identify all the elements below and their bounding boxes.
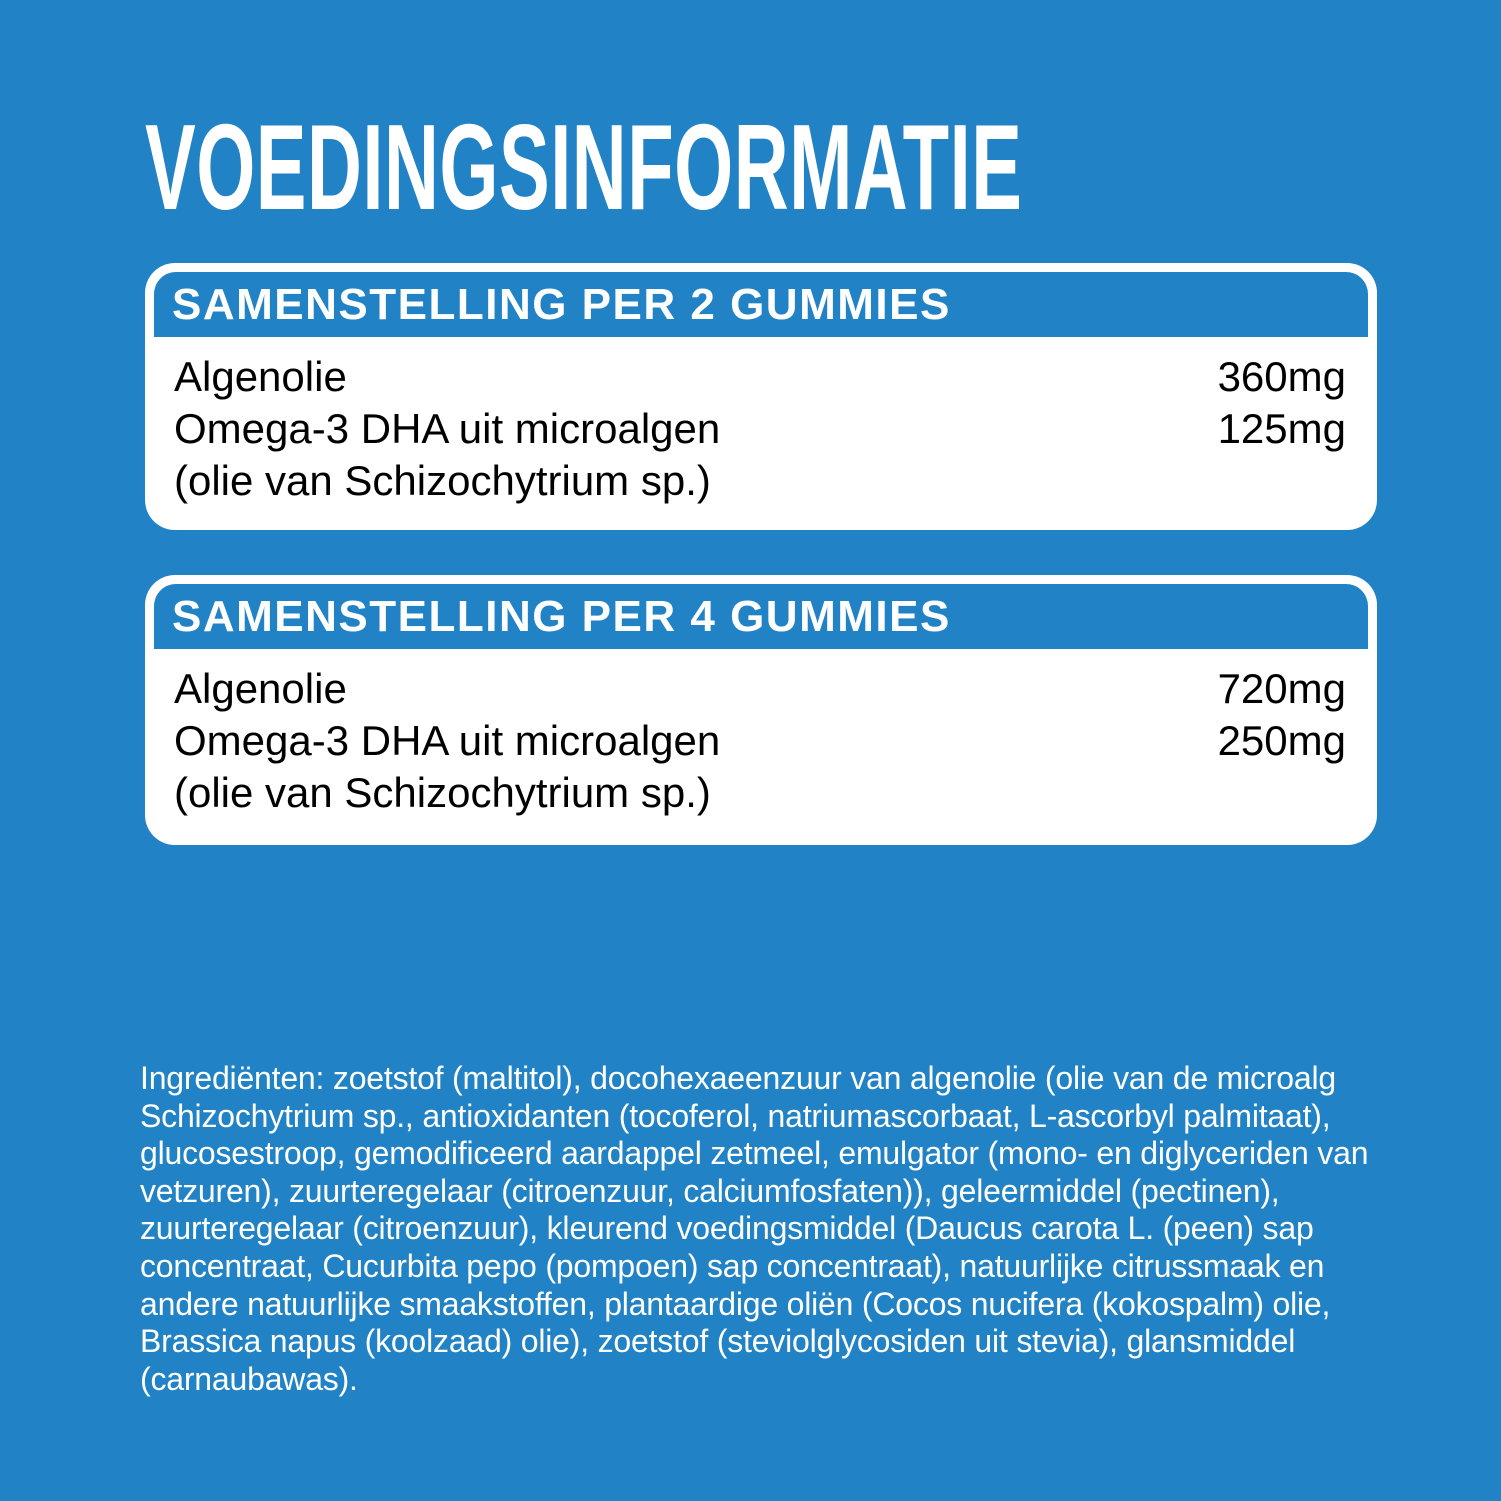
page-title: VOEDINGSINFORMATIE xyxy=(145,100,1023,236)
nutrient-row xyxy=(174,403,1346,455)
nutrient-value: 125mg xyxy=(1217,405,1346,452)
nutrient-row xyxy=(174,455,1346,507)
nutrient-label: Omega-3 DHA uit microalgen xyxy=(174,717,721,764)
nutrient-label: (olie van Schizochytrium sp.) xyxy=(174,457,711,504)
nutrient-label: (olie van Schizochytrium sp.) xyxy=(174,769,711,816)
nutrient-label: Algenolie xyxy=(174,665,347,712)
composition-panel-4-gummies xyxy=(145,575,1377,845)
panel-header: SAMENSTELLING PER 2 GUMMIES xyxy=(154,272,1368,337)
nutrient-row xyxy=(174,767,1346,819)
nutrient-row xyxy=(174,351,1346,403)
panel-header: SAMENSTELLING PER 4 GUMMIES xyxy=(154,584,1368,649)
nutrient-label: Omega-3 DHA uit microalgen xyxy=(174,405,721,452)
nutrient-row xyxy=(174,663,1346,715)
nutrient-value: 720mg xyxy=(1217,665,1346,712)
nutrient-label: Algenolie xyxy=(174,353,347,400)
composition-panel-2-gummies xyxy=(145,263,1377,530)
panel-body xyxy=(154,649,1368,819)
ingredients-text: Ingrediënten: zoetstof (maltitol), docohexaeenzuur van algenolie (olie van de microalg Schizochytrium sp., antioxidanten (tocoferol, natriumascorbaat, L-ascorbyl palmitaat), glucosestroop, gemodificeerd aardappel zetmeel, emulgator (mono- en diglyceriden van vetzuren), zuurteregelaar (citroenzuur, calciumfosfaten)), geleermiddel (pectinen), zuurteregelaar (citroenzuur), kleurend voedingsmiddel (Daucus carota L. (peen) sap concentraat, Cucurbita pepo (pompoen) sap concentraat), natuurlijke citrussmaak en andere natuurlijke smaakstoffen, plantaardige oliën (Cocos nucifera (kokospalm) olie, Brassica napus (koolzaad) olie), zoetstof (steviolglycosiden uit stevia), glansmiddel (carnaubawas). xyxy=(140,1060,1369,1397)
nutrient-value: 360mg xyxy=(1217,353,1346,400)
nutrient-row xyxy=(174,715,1346,767)
nutrient-value: 250mg xyxy=(1217,717,1346,764)
panel-body xyxy=(154,337,1368,507)
